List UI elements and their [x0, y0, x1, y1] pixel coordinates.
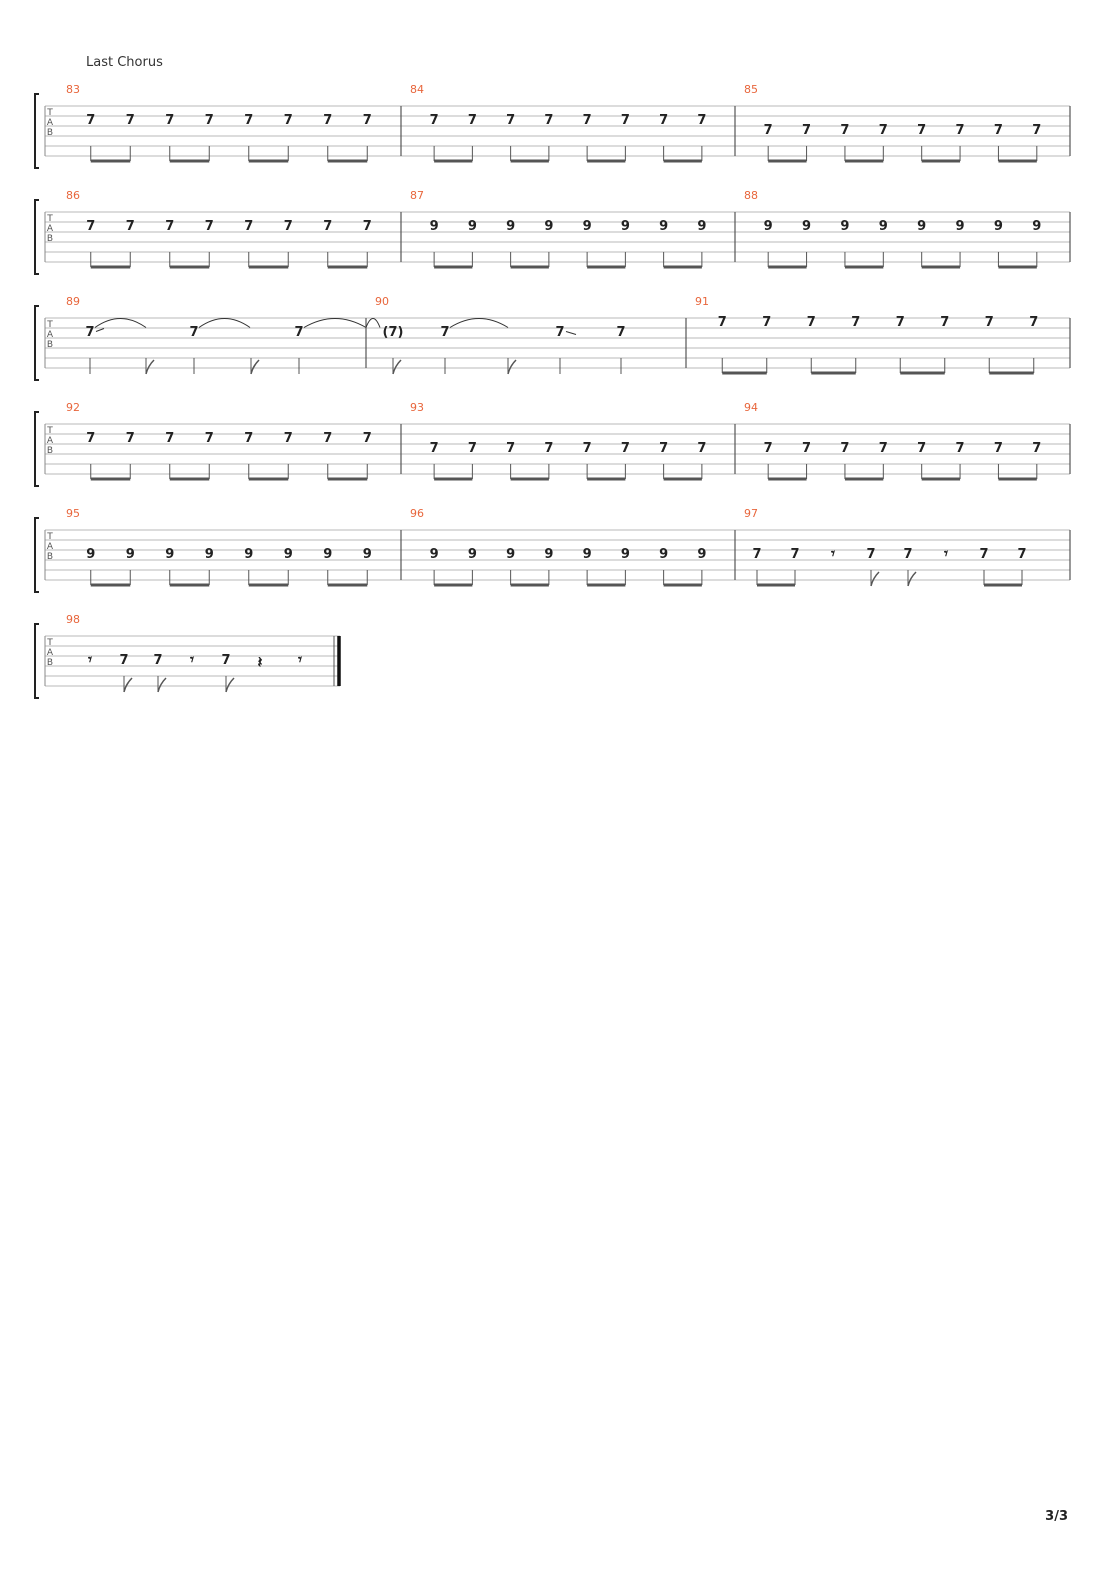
- slide-mark: [566, 332, 576, 335]
- fret-number: 7: [506, 113, 516, 128]
- fret-number: 7: [993, 441, 1003, 456]
- fret-number: 7: [955, 123, 965, 138]
- fret-number: 7: [697, 441, 707, 456]
- fret-number: 9: [544, 219, 554, 234]
- measure-number: 95: [66, 507, 80, 520]
- fret-number: (7): [382, 325, 404, 340]
- fret-number: 9: [125, 547, 135, 562]
- fret-number: 7: [620, 113, 630, 128]
- tab-clef-letter: A: [46, 648, 54, 658]
- fret-number: 9: [429, 219, 439, 234]
- fret-number: 7: [323, 113, 333, 128]
- fret-number: 7: [903, 547, 913, 562]
- tie-slur: [304, 319, 366, 328]
- fret-number: 7: [294, 325, 304, 340]
- tab-clef-letter: A: [46, 118, 54, 128]
- fret-number: 9: [697, 219, 707, 234]
- fret-number: 7: [659, 113, 669, 128]
- fret-number: 7: [582, 113, 592, 128]
- fret-number: 7: [119, 653, 129, 668]
- note-flag: [226, 678, 234, 692]
- fret-number: 7: [506, 441, 516, 456]
- fret-number: 9: [917, 219, 927, 234]
- fret-number: 9: [506, 219, 516, 234]
- tab-clef-letter: A: [46, 330, 54, 340]
- fret-number: 9: [323, 547, 333, 562]
- tab-clef-letter: T: [47, 638, 53, 648]
- eighth-rest: 𝄾: [831, 544, 835, 563]
- measure-number: 88: [744, 189, 758, 202]
- fret-number: 7: [762, 315, 772, 330]
- quarter-rest: 𝄽: [257, 652, 263, 672]
- fret-number: 7: [204, 219, 214, 234]
- fret-number: 7: [895, 315, 905, 330]
- section-label: Last Chorus: [86, 55, 163, 70]
- measure-number: 98: [66, 613, 80, 626]
- tab-clef-letter: B: [46, 446, 54, 456]
- fret-number: 7: [940, 315, 950, 330]
- fret-number: 9: [467, 547, 477, 562]
- slide-mark: [96, 329, 104, 332]
- tie-slur: [95, 319, 146, 328]
- fret-number: 7: [86, 431, 96, 446]
- fret-number: 7: [165, 219, 175, 234]
- tie-slur: [366, 319, 380, 328]
- fret-number: 7: [555, 325, 565, 340]
- fret-number: 7: [1029, 315, 1039, 330]
- fret-number: 7: [323, 431, 333, 446]
- tab-clef-letter: B: [46, 658, 54, 668]
- fret-number: 7: [851, 315, 861, 330]
- fret-number: 7: [697, 113, 707, 128]
- measure-number: 91: [695, 295, 709, 308]
- system-bracket: [35, 306, 39, 380]
- measure-number: 83: [66, 83, 80, 96]
- fret-number: 9: [620, 219, 630, 234]
- tab-clef-letter: A: [46, 224, 54, 234]
- eighth-rest: 𝄾: [944, 544, 948, 563]
- fret-number: 7: [283, 219, 293, 234]
- fret-number: 9: [840, 219, 850, 234]
- fret-number: 7: [467, 441, 477, 456]
- fret-number: 7: [125, 113, 135, 128]
- tab-clef-letter: T: [47, 108, 53, 118]
- system-bracket: [35, 200, 39, 274]
- fret-number: 7: [362, 431, 372, 446]
- tab-clef-letter: B: [46, 128, 54, 138]
- measure-number: 87: [410, 189, 424, 202]
- fret-number: 7: [244, 113, 254, 128]
- fret-number: 9: [582, 547, 592, 562]
- fret-number: 9: [544, 547, 554, 562]
- note-flag: [158, 678, 166, 692]
- fret-number: 7: [917, 441, 927, 456]
- tab-clef-letter: B: [46, 234, 54, 244]
- fret-number: 7: [752, 547, 762, 562]
- fret-number: 7: [244, 431, 254, 446]
- fret-number: 7: [993, 123, 1003, 138]
- fret-number: 7: [620, 441, 630, 456]
- fret-number: 7: [323, 219, 333, 234]
- fret-number: 7: [283, 113, 293, 128]
- fret-number: 7: [86, 113, 96, 128]
- fret-number: 7: [790, 547, 800, 562]
- tab-clef-letter: T: [47, 532, 53, 542]
- fret-number: 9: [283, 547, 293, 562]
- fret-number: 7: [866, 547, 876, 562]
- tab-clef-letter: T: [47, 320, 53, 330]
- fret-number: 7: [878, 441, 888, 456]
- measure-number: 92: [66, 401, 80, 414]
- fret-number: 7: [1017, 547, 1027, 562]
- fret-number: 9: [244, 547, 254, 562]
- measure-number: 84: [410, 83, 424, 96]
- fret-number: 7: [153, 653, 163, 668]
- fret-number: 7: [221, 653, 231, 668]
- fret-number: 7: [763, 123, 773, 138]
- fret-number: 7: [802, 441, 812, 456]
- fret-number: 7: [165, 113, 175, 128]
- note-flag: [508, 360, 516, 374]
- measure-number: 96: [410, 507, 424, 520]
- system-bracket: [35, 518, 39, 592]
- tie-slur: [450, 319, 508, 328]
- fret-number: 7: [362, 113, 372, 128]
- fret-number: 9: [878, 219, 888, 234]
- fret-number: 7: [204, 113, 214, 128]
- fret-number: 9: [659, 547, 669, 562]
- fret-number: 7: [763, 441, 773, 456]
- system-bracket: [35, 94, 39, 168]
- fret-number: 7: [165, 431, 175, 446]
- tab-clef-letter: T: [47, 426, 53, 436]
- eighth-rest: 𝄾: [88, 650, 92, 669]
- fret-number: 7: [86, 219, 96, 234]
- measure-number: 97: [744, 507, 758, 520]
- fret-number: 7: [125, 431, 135, 446]
- fret-number: 7: [955, 441, 965, 456]
- fret-number: 7: [85, 325, 95, 340]
- fret-number: 9: [506, 547, 516, 562]
- fret-number: 7: [979, 547, 989, 562]
- fret-number: 7: [244, 219, 254, 234]
- fret-number: 7: [840, 441, 850, 456]
- fret-number: 9: [362, 547, 372, 562]
- fret-number: 9: [165, 547, 175, 562]
- tab-clef-letter: T: [47, 214, 53, 224]
- note-flag: [124, 678, 132, 692]
- tab-clef-letter: A: [46, 436, 54, 446]
- measure-number: 85: [744, 83, 758, 96]
- note-flag: [251, 360, 259, 374]
- tie-slur: [199, 319, 250, 328]
- fret-number: 9: [763, 219, 773, 234]
- tab-clef-letter: B: [46, 552, 54, 562]
- fret-number: 7: [1032, 123, 1042, 138]
- fret-number: 7: [840, 123, 850, 138]
- fret-number: 7: [582, 441, 592, 456]
- fret-number: 9: [802, 219, 812, 234]
- note-flag: [393, 360, 401, 374]
- fret-number: 7: [429, 441, 439, 456]
- note-flag: [146, 360, 154, 374]
- tab-clef-letter: A: [46, 542, 54, 552]
- fret-number: 7: [429, 113, 439, 128]
- measure-number: 94: [744, 401, 758, 414]
- note-flag: [871, 572, 879, 586]
- fret-number: 9: [697, 547, 707, 562]
- measure-number: 86: [66, 189, 80, 202]
- fret-number: 9: [429, 547, 439, 562]
- fret-number: 9: [582, 219, 592, 234]
- fret-number: 7: [917, 123, 927, 138]
- fret-number: 7: [467, 113, 477, 128]
- fret-number: 7: [204, 431, 214, 446]
- tab-clef-letter: B: [46, 340, 54, 350]
- eighth-rest: 𝄾: [298, 650, 302, 669]
- fret-number: 9: [659, 219, 669, 234]
- fret-number: 7: [806, 315, 816, 330]
- fret-number: 9: [993, 219, 1003, 234]
- measure-number: 90: [375, 295, 389, 308]
- fret-number: 7: [717, 315, 727, 330]
- fret-number: 7: [440, 325, 450, 340]
- system-bracket: [35, 624, 39, 698]
- fret-number: 7: [544, 113, 554, 128]
- fret-number: 7: [984, 315, 994, 330]
- eighth-rest: 𝄾: [190, 650, 194, 669]
- fret-number: 7: [362, 219, 372, 234]
- measure-number: 89: [66, 295, 80, 308]
- fret-number: 7: [544, 441, 554, 456]
- note-flag: [908, 572, 916, 586]
- fret-number: 9: [86, 547, 96, 562]
- fret-number: 7: [189, 325, 199, 340]
- fret-number: 9: [620, 547, 630, 562]
- fret-number: 7: [616, 325, 626, 340]
- fret-number: 7: [802, 123, 812, 138]
- fret-number: 7: [1032, 441, 1042, 456]
- system-bracket: [35, 412, 39, 486]
- fret-number: 9: [955, 219, 965, 234]
- fret-number: 7: [125, 219, 135, 234]
- page-number: 3/3: [1045, 1509, 1068, 1524]
- fret-number: 9: [204, 547, 214, 562]
- fret-number: 9: [1032, 219, 1042, 234]
- fret-number: 7: [283, 431, 293, 446]
- measure-number: 93: [410, 401, 424, 414]
- fret-number: 9: [467, 219, 477, 234]
- fret-number: 7: [659, 441, 669, 456]
- fret-number: 7: [878, 123, 888, 138]
